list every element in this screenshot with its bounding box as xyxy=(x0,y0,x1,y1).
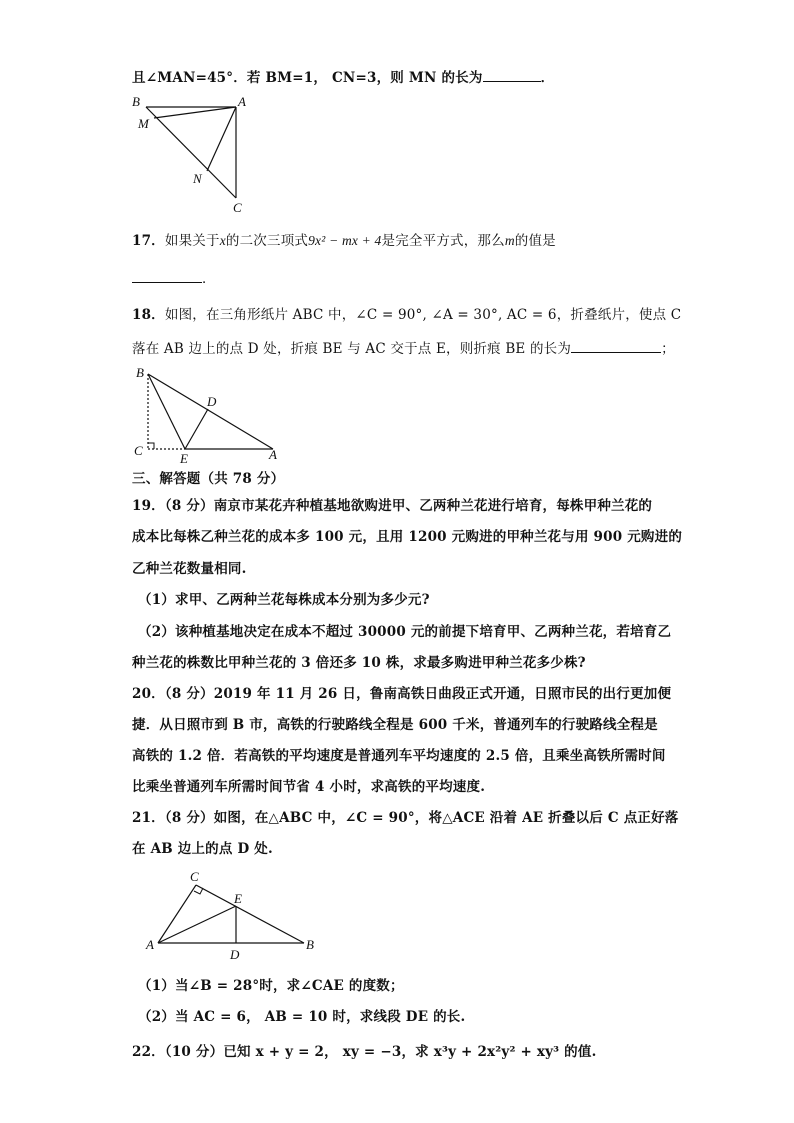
fig21-label-a: A xyxy=(146,937,154,952)
q19-line1: 19．（8 分）南京市某花卉种植基地欲购进甲、乙两种兰花进行培育，每株甲种兰花的 xyxy=(132,498,653,514)
q17-var-m: m xyxy=(504,233,515,248)
q21-line1: 21．（8 分）如图，在△ABC 中，∠C = 90°，将△ACE 沿着 AE 折叠以后 C 点正好落 xyxy=(132,810,679,826)
q20-line3: 高铁的 1.2 倍．若高铁的平均速度是普通列车平均速度的 2.5 倍，且乘坐高铁所需时间 xyxy=(132,748,666,764)
q18-number: 18． xyxy=(132,307,165,323)
fig18-label-a: A xyxy=(269,447,277,462)
fig16-label-a: A xyxy=(238,94,246,109)
fig16-label-c: C xyxy=(233,200,242,215)
q21-part1: （1）当∠B = 28°时，求∠CAE 的度数； xyxy=(138,978,404,994)
q17-t2: 的二次三项式 xyxy=(225,233,309,249)
q17-t1: 如果关于 xyxy=(164,233,220,249)
q18-line1-text: 如图，在三角形纸片 ABC 中，∠C = 90°, ∠A = 30°, AC = 6，折叠纸片，使点 C xyxy=(164,307,682,323)
q16-prefix: 且∠MAN=45°．若 BM=1， CN=3，则 MN 的长为 xyxy=(132,70,483,86)
q17-end: ． xyxy=(202,271,216,287)
q21-line2: 在 AB 边上的点 D 处. xyxy=(132,841,273,857)
q16-text xyxy=(132,66,554,86)
q20-line1: 20．（8 分）2019 年 11 月 26 日，鲁南高铁日曲段正式开通，日照市民的出行更加便 xyxy=(132,686,672,702)
fig16-label-b: B xyxy=(132,94,140,109)
fig16-label-n: N xyxy=(193,171,202,186)
q19-part1: （1）求甲、乙两种兰花每株成本分别为多少元? xyxy=(138,592,430,608)
q18-answer-blank xyxy=(571,338,661,353)
q20-line2: 捷．从日照市到 B 市，高铁的行驶路线全程是 600 千米，普通列车的行驶路线全程是 xyxy=(132,717,658,733)
q17-number: 17． xyxy=(132,233,165,249)
fig18-label-b: B xyxy=(136,365,144,380)
q17-t3: 是完全平方式，那么 xyxy=(381,233,505,249)
fig18-label-d: D xyxy=(207,394,217,409)
q22-text: 22．（10 分）已知 x + y = 2， xy = −3，求 x³y + 2x²y² + xy³ 的值. xyxy=(132,1044,597,1060)
fig18-label-c: C xyxy=(134,443,143,458)
q16-answer-blank xyxy=(483,67,541,82)
fig21-label-e: E xyxy=(234,891,242,906)
q18-line1 xyxy=(132,303,681,323)
q17-text xyxy=(132,229,556,249)
q21-part2: （2）当 AC = 6， AB = 10 时，求线段 DE 的长. xyxy=(138,1009,466,1025)
fig21-label-c: C xyxy=(190,869,199,884)
q17-answer-line xyxy=(132,267,216,287)
q18-line2-end: ； xyxy=(661,341,675,357)
q19-part2-line1: （2）该种植基地决定在成本不超过 30000 元的前提下培育甲、乙两种兰花，若培育乙 xyxy=(138,624,672,640)
q19-line3: 乙种兰花数量相同. xyxy=(132,561,247,577)
q18-line2-text: 落在 AB 边上的点 D 处，折痕 BE 与 AC 交于点 E，则折痕 BE 的长为 xyxy=(132,341,572,357)
q19-part2-line2: 种兰花的株数比甲种兰花的 3 倍还多 10 株，求最多购进甲种兰花多少株? xyxy=(132,655,586,671)
q17-expression: 9x² − mx + 4 xyxy=(308,233,382,248)
fig16-label-m: M xyxy=(138,116,149,131)
fig21-label-b: B xyxy=(306,937,314,952)
fig18-label-e: E xyxy=(180,451,188,466)
q16-suffix: ． xyxy=(540,70,555,86)
q17-var-x: x xyxy=(219,233,226,248)
fig21-label-d: D xyxy=(230,947,240,962)
q17-answer-blank xyxy=(132,268,202,283)
q17-t4: 的值是 xyxy=(514,233,556,249)
section-header: 三、解答题（共 78 分） xyxy=(132,471,285,487)
q20-line4: 比乘坐普通列车所需时间节省 4 小时，求高铁的平均速度. xyxy=(132,779,486,795)
q19-line2: 成本比每株乙种兰花的成本多 100 元，且用 1200 元购进的甲种兰花与用 900 元购进的 xyxy=(132,529,683,545)
q18-line2 xyxy=(132,337,675,357)
